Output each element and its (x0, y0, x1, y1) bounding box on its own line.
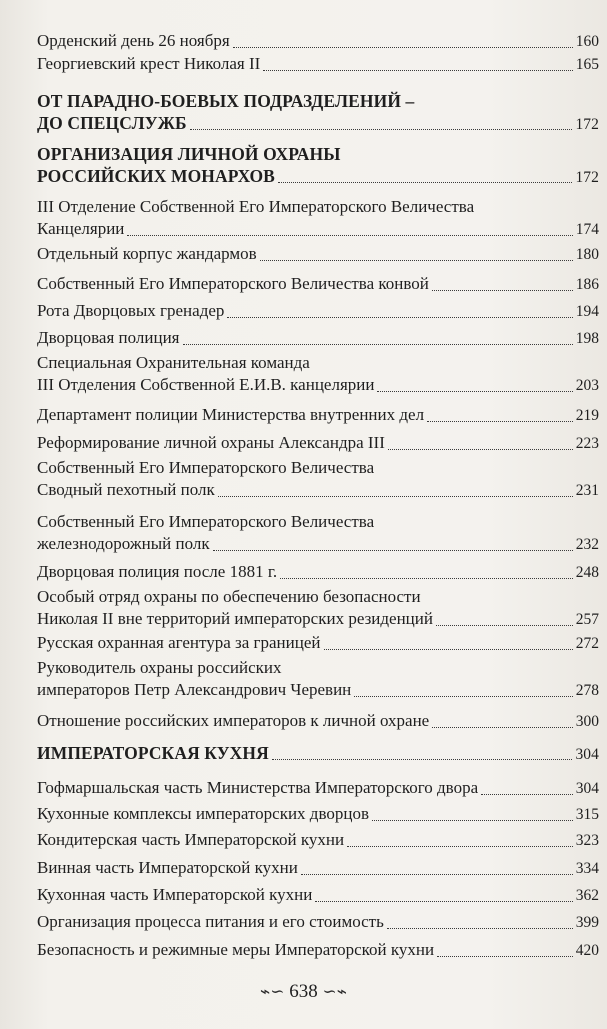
dot-leader (127, 234, 572, 236)
dot-leader (324, 648, 573, 650)
toc-entry (37, 300, 599, 322)
toc-page-number: 172 (575, 169, 599, 186)
toc-entry-title-line: Собственный Его Императорского Величества (37, 512, 375, 531)
toc-page-number: 231 (575, 482, 599, 499)
toc-entry (37, 586, 599, 630)
toc-entry (37, 273, 599, 295)
toc-entry (37, 327, 599, 349)
dot-leader (301, 873, 573, 875)
toc-entry-title-line: ОРГАНИЗАЦИЯ ЛИЧНОЙ ОХРАНЫ (37, 144, 341, 164)
toc-page-number: 219 (575, 407, 599, 424)
toc-page-number: 165 (575, 56, 599, 73)
toc-entry-title-line: Собственный Его Императорского Величества конвой (37, 274, 429, 293)
left-ornament: ⌁∽ (260, 982, 285, 1001)
toc-entry (37, 710, 599, 732)
toc-entry (37, 939, 599, 961)
dot-leader (432, 726, 573, 728)
toc-entry-title-line: Николая II вне территорий императорских резиденций (37, 609, 433, 628)
toc-page-number: 399 (575, 914, 599, 931)
dot-leader (372, 819, 573, 821)
dot-leader (272, 758, 573, 760)
toc-entry-title-line: Дворцовая полиция после 1881 г. (37, 562, 278, 581)
toc-entry-title-line: Георгиевский крест Николая II (37, 54, 261, 73)
toc-entry-title-line: Кондитерская часть Императорской кухни (37, 830, 345, 849)
toc-entry-title-line: Кухонная часть Императорской кухни (37, 885, 313, 904)
toc-entry (37, 511, 599, 555)
toc-entry-title-line: III Отделения Собственной Е.И.В. канцелярии (37, 375, 375, 394)
toc-entry-title-line: Дворцовая полиция (37, 328, 180, 347)
toc-entry-title-line: Винная часть Императорской кухни (37, 858, 298, 877)
dot-leader (388, 448, 573, 450)
toc-entry-title-line: Особый отряд охраны по обеспечению безопасности (37, 587, 421, 606)
toc-entry (37, 352, 599, 396)
toc-entry-title-line: Безопасность и режимные меры Императорской кухни (37, 940, 435, 959)
toc-section-heading (37, 90, 599, 134)
toc-entry (37, 829, 599, 851)
dot-leader (347, 845, 573, 847)
toc-page-number: 420 (575, 942, 599, 959)
toc-entry (37, 243, 599, 265)
toc-entry (37, 911, 599, 933)
toc-section-heading (37, 143, 599, 187)
toc-page-number: 362 (575, 887, 599, 904)
toc-entry (37, 803, 599, 825)
toc-entry-title-line: Сводный пехотный полк (37, 480, 215, 499)
toc-entry-title-line: Реформирование личной охраны Александра III (37, 433, 385, 452)
toc-entry-title-line: Организация процесса питания и его стоимость (37, 912, 384, 931)
toc-page-number: 160 (575, 33, 599, 50)
toc-entry (37, 196, 599, 240)
toc-page-number: 180 (575, 246, 599, 263)
dot-leader (278, 181, 573, 183)
toc-page-number: 198 (575, 330, 599, 347)
dot-leader (436, 624, 573, 626)
toc-entry-title-line: РОССИЙСКИХ МОНАРХОВ (37, 166, 275, 186)
toc-entry-title-line: Рота Дворцовых гренадер (37, 301, 225, 320)
toc-entry-title-line: Отдельный корпус жандармов (37, 244, 257, 263)
toc-entry (37, 777, 599, 799)
toc-entry (37, 632, 599, 654)
toc-page-number: 194 (575, 303, 599, 320)
toc-entry-title-line: ДО СПЕЦСЛУЖБ (37, 113, 187, 133)
toc-entry-title-line: ОТ ПАРАДНО-БОЕВЫХ ПОДРАЗДЕЛЕНИЙ – (37, 91, 415, 111)
toc-entry (37, 457, 599, 501)
toc-entry-title-line: Канцелярии (37, 219, 125, 238)
toc-entry-title-line: Русская охранная агентура за границей (37, 633, 321, 652)
dot-leader (280, 577, 573, 579)
dot-leader (427, 420, 573, 422)
page-number: 638 (289, 981, 318, 1002)
dot-leader (315, 900, 572, 902)
toc-entry-title-line: III Отделение Собственной Его Императорского Величества (37, 197, 475, 216)
toc-entry-title-line: Руководитель охраны российских (37, 658, 282, 677)
toc-page-number: 315 (575, 806, 599, 823)
toc-page-number: 172 (575, 116, 599, 133)
toc-page-number: 223 (575, 435, 599, 452)
toc-page-number: 334 (575, 860, 599, 877)
toc-entry (37, 404, 599, 426)
dot-leader (432, 289, 573, 291)
dot-leader (387, 927, 573, 929)
toc-page-number: 186 (575, 276, 599, 293)
dot-leader (263, 69, 572, 71)
toc-entry-title-line: Специальная Охранительная команда (37, 353, 310, 372)
toc-entry (37, 53, 599, 75)
right-ornament: ∽⌁ (322, 982, 347, 1001)
toc-entry-title-line: императоров Петр Александрович Черевин (37, 680, 352, 699)
dot-leader (218, 495, 573, 497)
toc-page-number: 203 (575, 377, 599, 394)
toc-entry-title-line: Орденский день 26 ноября (37, 31, 230, 50)
toc-page-number: 278 (575, 682, 599, 699)
toc-page-number: 272 (575, 635, 599, 652)
toc-entry (37, 884, 599, 906)
toc-page-number: 248 (575, 564, 599, 581)
toc-page-number: 304 (575, 746, 599, 763)
dot-leader (213, 549, 573, 551)
dot-leader (481, 793, 573, 795)
toc-page-number: 174 (575, 221, 599, 238)
toc-entry-title-line: Отношение российских императоров к личной охране (37, 711, 430, 730)
toc-section-heading (37, 742, 599, 764)
dot-leader (377, 390, 572, 392)
toc-page-number: 257 (575, 611, 599, 628)
toc-entry (37, 561, 599, 583)
dot-leader (354, 695, 572, 697)
toc-entry-title-line: Собственный Его Императорского Величества (37, 458, 375, 477)
toc-page-number: 323 (575, 832, 599, 849)
toc-entry (37, 657, 599, 701)
toc-entry-title-line: ИМПЕРАТОРСКАЯ КУХНЯ (37, 743, 269, 763)
toc-page-number: 304 (575, 780, 599, 797)
page-folio (0, 981, 607, 1003)
dot-leader (183, 343, 573, 345)
toc-entry (37, 30, 599, 52)
toc-entry-title-line: Департамент полиции Министерства внутренних дел (37, 405, 425, 424)
dot-leader (437, 955, 573, 957)
dot-leader (260, 259, 573, 261)
toc-entry (37, 857, 599, 879)
dot-leader (227, 316, 572, 318)
dot-leader (233, 46, 573, 48)
toc-entry-title-line: Кухонные комплексы императорских дворцов (37, 804, 369, 823)
toc-page-number: 232 (575, 536, 599, 553)
toc-entry (37, 432, 599, 454)
dot-leader (190, 128, 573, 130)
toc-entry-title-line: железнодорожный полк (37, 534, 210, 553)
toc-page-number: 300 (575, 713, 599, 730)
toc-entry-title-line: Гофмаршальская часть Министерства Императорского двора (37, 778, 479, 797)
